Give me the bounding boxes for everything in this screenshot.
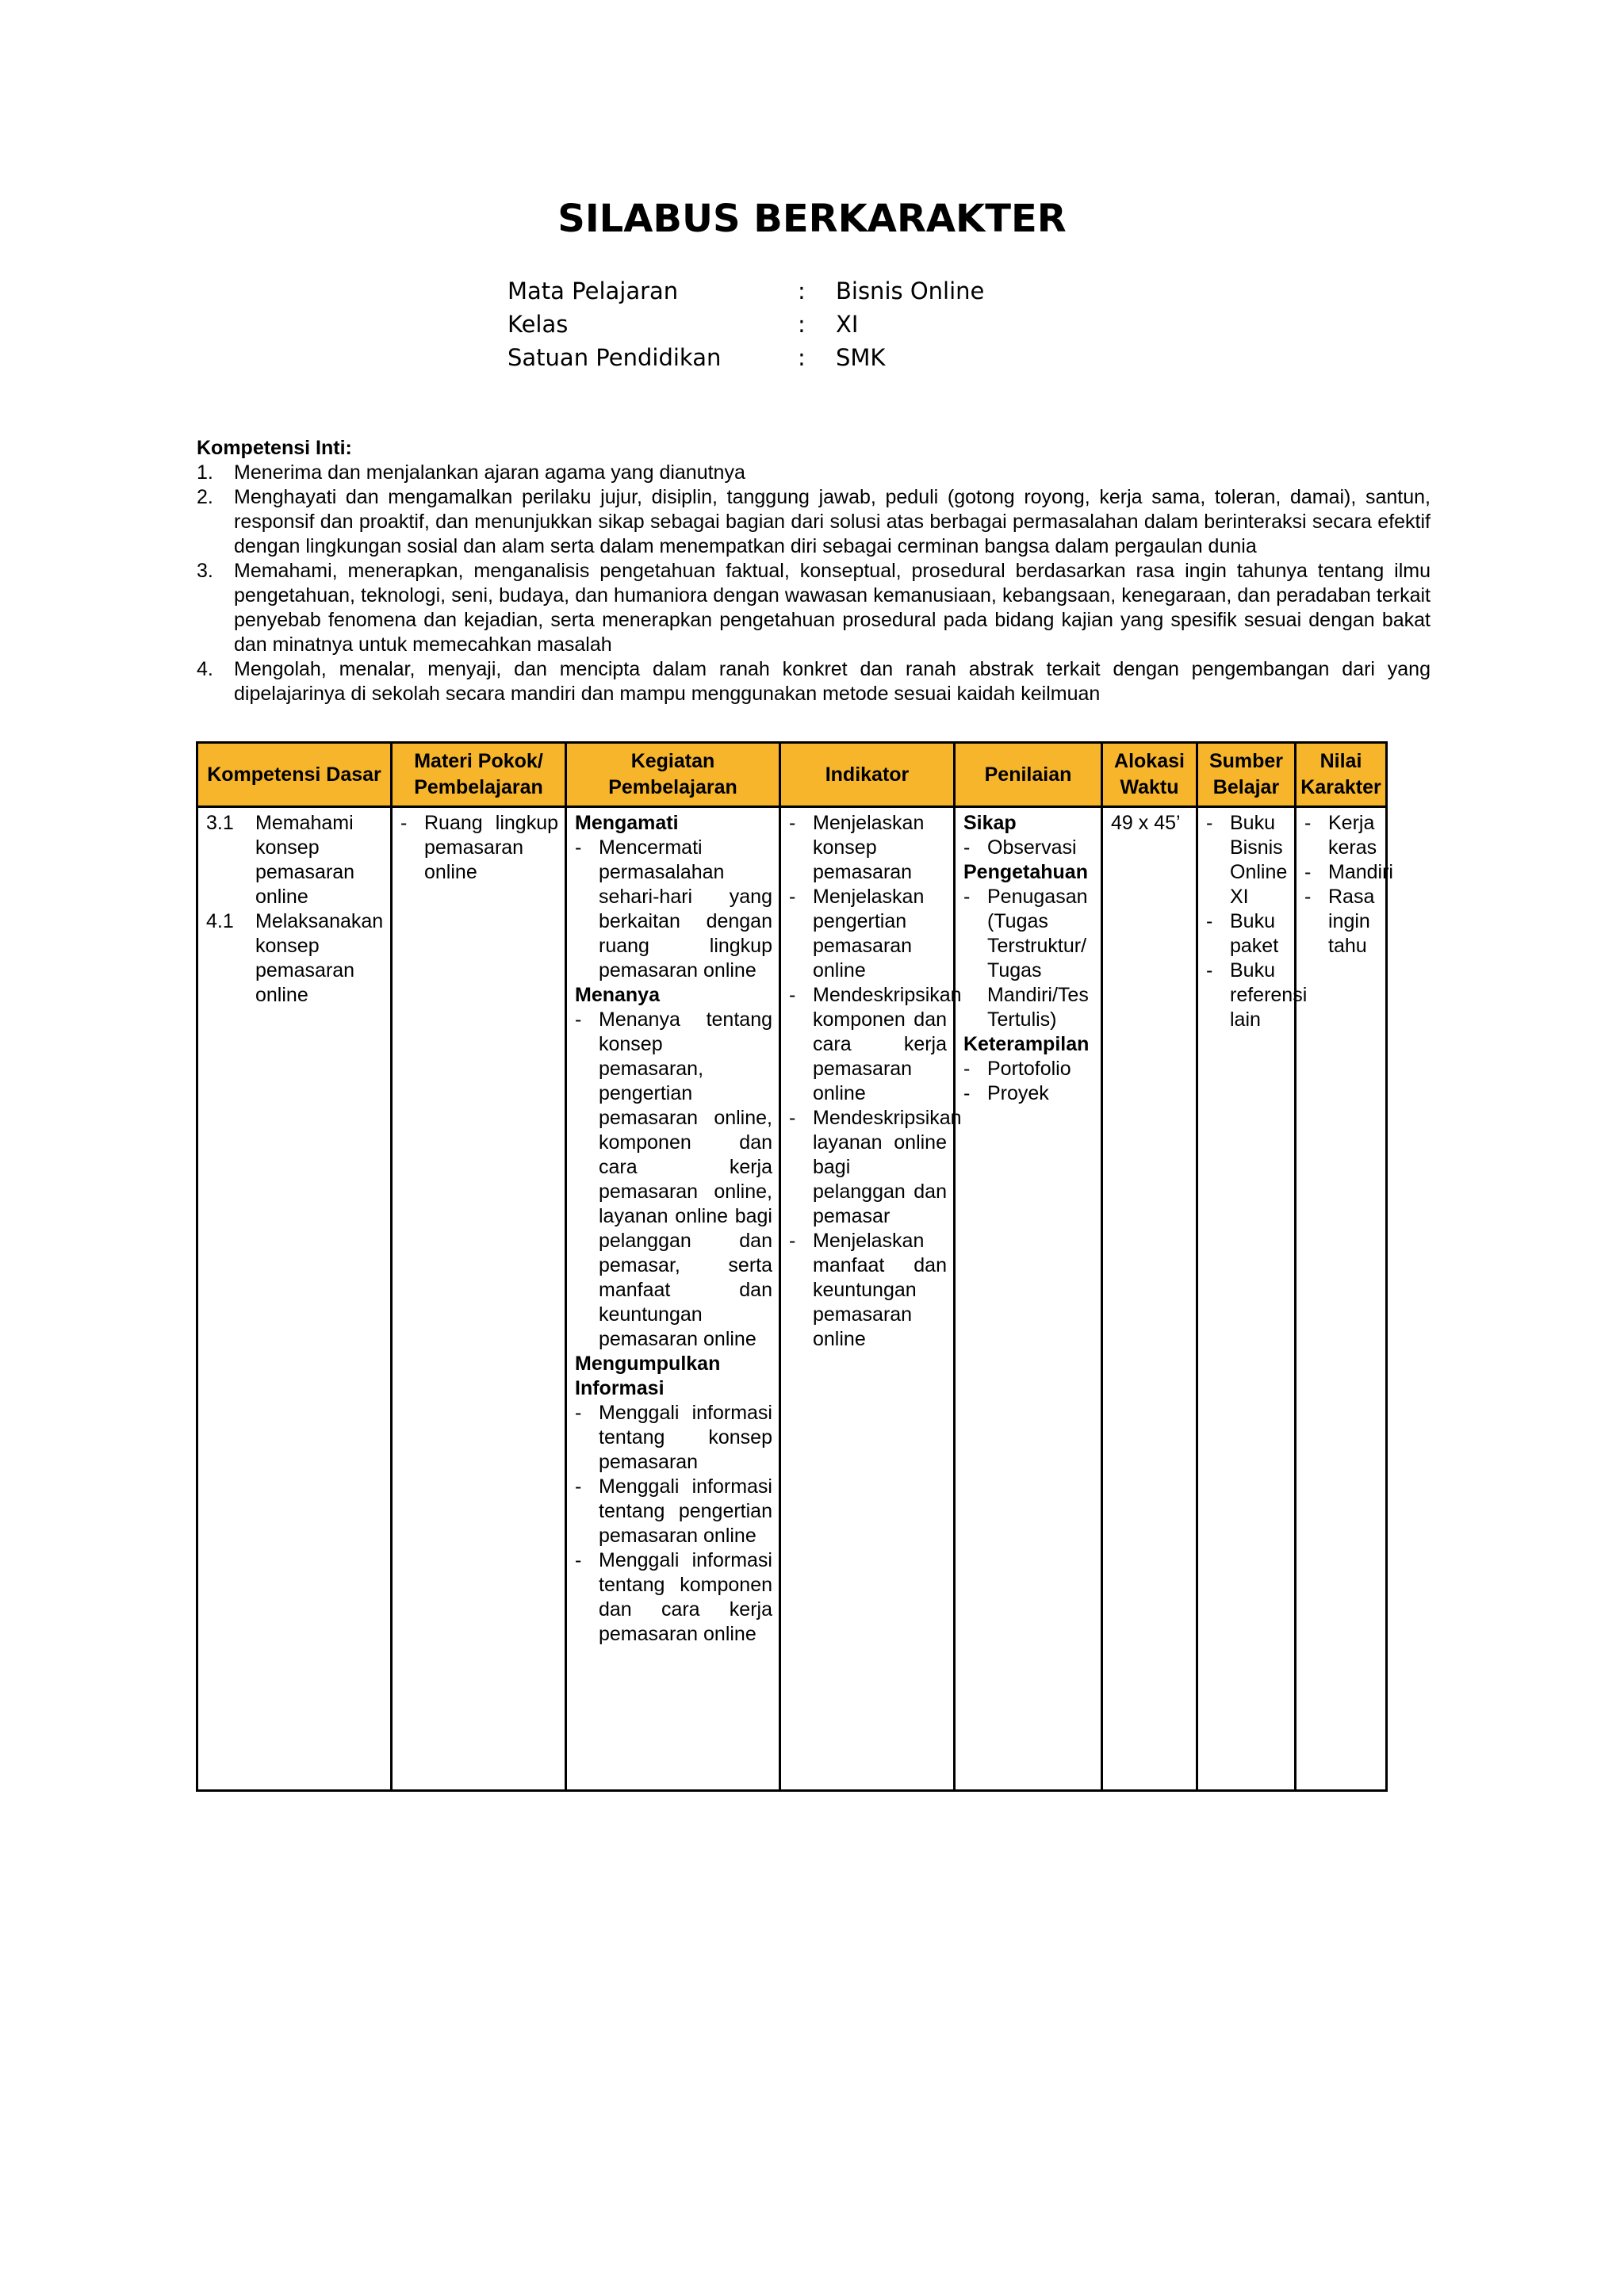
assessment-heading: Keterampilan: [963, 1033, 1090, 1055]
list-item-text: Menggali informasi tentang konsep pemasaran: [599, 1402, 772, 1473]
meta-value: Bisnis Online: [836, 277, 985, 304]
meta-value: SMK: [836, 344, 886, 371]
list-item-text: Ruang lingkup pemasaran online: [424, 812, 558, 883]
list-item-text: Mencermati permasalahan sehari-hari yang berkaitan dengan ruang lingkup pemasaran online: [599, 836, 772, 982]
list-item-text: Rasa ingin tahu: [1328, 886, 1375, 957]
column-header: Nilai Karakter: [1296, 743, 1387, 807]
bullet-dash: -: [1304, 812, 1312, 834]
assessment-heading: Pengetahuan: [963, 861, 1088, 883]
list-item-text: Kerja keras: [1328, 812, 1377, 859]
list-item-text: Mendeskripsikan komponen dan cara kerja pemasaran online: [813, 984, 962, 1104]
list-item-text: Mendeskripsikan layanan online bagi pelanggan dan pemasar: [813, 1107, 962, 1227]
cell-alokasi-waktu: [1102, 807, 1197, 1791]
list-item: [575, 1008, 772, 1352]
column-header: Alokasi Waktu: [1102, 743, 1197, 807]
meta-value: XI: [836, 311, 859, 338]
item-text: Mengolah, menalar, menyaji, dan mencipta dalam ranah konkret dan ranah abstrak terkait dengan pengembangan dari yang dipelajarinya di sekolah secara mandiri dan mampu menggunakan metode sesuai kaidah keilmuan: [234, 658, 1431, 705]
bullet-dash: -: [789, 1230, 796, 1252]
bullet-dash: -: [789, 984, 796, 1006]
item-text: Menerima dan menjalankan ajaran agama yang dianutnya: [234, 461, 745, 484]
list-item: [963, 1057, 1094, 1081]
kompetensi-inti-heading: Kompetensi Inti:: [197, 437, 352, 459]
bullet-dash: -: [789, 1107, 796, 1129]
cell-nilai-karakter: [1296, 807, 1393, 1791]
list-item-text: Penugasan (Tugas Terstruktur/ Tugas Mandiri/Tes Tertulis): [987, 886, 1089, 1031]
list-item: [1206, 959, 1308, 1032]
activity-heading: Menanya: [575, 984, 660, 1006]
list-item: [575, 1548, 772, 1647]
column-header: Sumber Belajar: [1197, 743, 1296, 807]
assessment-heading: Sikap: [963, 812, 1017, 834]
list-item-text: Menanya tentang konsep pemasaran, pengertian pemasaran online, komponen dan cara kerja pemasaran online, layanan online bagi pelanggan dan pemasar, serta manfaat dan keuntungan pemasaran online: [599, 1008, 772, 1350]
list-item-text: Menggali informasi tentang komponen dan cara kerja pemasaran online: [599, 1549, 772, 1645]
kd-text: Melaksanakan konsep pemasaran online: [255, 910, 384, 1006]
kd-number: 3.1: [206, 812, 234, 834]
item-number: 3.: [197, 560, 213, 582]
meta-colon: :: [798, 277, 806, 304]
kd-number: 4.1: [206, 910, 234, 932]
activity-heading: Mengamati: [575, 812, 679, 834]
list-item-text: Portofolio: [987, 1058, 1071, 1080]
bullet-dash: -: [575, 836, 582, 859]
list-item: [789, 885, 947, 983]
bullet-dash: -: [1206, 910, 1213, 932]
list-item: [963, 885, 1094, 1032]
bullet-dash: -: [1304, 861, 1312, 883]
bullet-dash: -: [963, 886, 971, 908]
bullet-dash: -: [789, 812, 796, 834]
bullet-dash: -: [400, 812, 408, 834]
bullet-dash: -: [575, 1475, 582, 1498]
bullet-dash: -: [575, 1402, 582, 1424]
list-item: [789, 1229, 947, 1352]
kd-item: [206, 909, 384, 1008]
list-item-text: Observasi: [987, 836, 1077, 859]
list-item: [963, 836, 1094, 860]
kompetensi-inti-item: [197, 485, 1431, 559]
column-header: Penilaian: [955, 743, 1102, 807]
list-item-text: Mandiri: [1328, 861, 1393, 883]
list-item-text: Proyek: [987, 1082, 1049, 1104]
item-number: 2.: [197, 486, 213, 508]
bullet-dash: -: [789, 886, 796, 908]
syllabus-table: [196, 741, 1393, 1792]
bullet-dash: -: [575, 1549, 582, 1571]
page-title: SILABUS BERKARAKTER: [557, 197, 1067, 241]
list-item: [789, 1106, 962, 1229]
list-item: [575, 836, 772, 983]
column-header: Indikator: [780, 743, 955, 807]
bullet-dash: -: [963, 1082, 971, 1104]
table-header-row: [197, 743, 1387, 807]
cell-kompetensi-dasar: [197, 807, 392, 1791]
item-number: 1.: [197, 461, 213, 484]
item-number: 4.: [197, 658, 213, 680]
item-text: Memahami, menerapkan, menganalisis pengetahuan faktual, konseptual, prosedural berdasarkan rasa ingin tahunya tentang ilmu pengetahuan, teknologi, seni, budaya, dan humaniora dengan wawasan kemanusiaan, kebangsaan, kenegaraan, dan peradaban terkait penyebab fenomena dan kejadian, serta menerapkan pengetahuan prosedural pada bidang kajian yang spesifik sesuai dengan bakat dan minatnya untuk memecahkan masalah: [234, 560, 1431, 656]
column-header: Materi Pokok/ Pembelajaran: [392, 743, 566, 807]
bullet-dash: -: [1304, 886, 1312, 908]
meta-colon: :: [798, 311, 806, 338]
bullet-dash: -: [963, 1058, 971, 1080]
list-item-text: Menggali informasi tentang pengertian pemasaran online: [599, 1475, 772, 1547]
cell-sumber-belajar: [1197, 807, 1308, 1791]
list-item-text: Buku Bisnis Online XI: [1230, 812, 1288, 908]
kompetensi-inti-item: [197, 657, 1431, 706]
time-allocation: 49 x 45’: [1111, 812, 1181, 834]
list-item: [1304, 885, 1379, 959]
list-item: [400, 811, 558, 885]
list-item: [1206, 909, 1288, 959]
column-header: Kegiatan Pembelajaran: [566, 743, 780, 807]
item-text: Menghayati dan mengamalkan perilaku jujur, disiplin, tanggung jawab, peduli (gotong royong, kerja sama, toleran, damai), santun, responsif dan proaktif, dan menunjukkan sikap sebagai bagian dari solusi atas berbagai permasalahan dalam berinteraksi secara efektif dengan lingkungan sosial dan alam serta dalam menempatkan diri sebagai cerminan bangsa dalam pergaulan dunia: [234, 486, 1431, 557]
kompetensi-inti-item: [197, 559, 1431, 657]
list-item: [1206, 811, 1288, 909]
list-item-text: Buku paket: [1230, 910, 1279, 957]
list-item: [575, 1475, 772, 1548]
activity-heading: Mengumpulkan Informasi: [575, 1353, 721, 1399]
table-row: [197, 807, 1387, 1791]
bullet-dash: -: [575, 1008, 582, 1031]
bullet-dash: -: [963, 836, 971, 859]
cell-kegiatan: [566, 807, 780, 1791]
kd-text: Memahami konsep pemasaran online: [255, 812, 355, 908]
cell-penilaian: [955, 807, 1102, 1791]
cell-materi-pokok: [392, 807, 566, 1791]
cell-indikator: [780, 807, 962, 1791]
kompetensi-inti-item: [197, 461, 1431, 485]
meta-label: Kelas: [508, 311, 569, 338]
meta-colon: :: [798, 344, 806, 371]
list-item-text: Menjelaskan pengertian pemasaran online: [813, 886, 925, 982]
list-item: [1304, 811, 1379, 860]
list-item: [1304, 860, 1393, 885]
list-item: [575, 1401, 772, 1475]
kd-item: [206, 811, 384, 909]
list-item: [789, 983, 962, 1106]
meta-label: Mata Pelajaran: [508, 277, 679, 304]
list-item-text: Buku referensi lain: [1230, 959, 1308, 1031]
bullet-dash: -: [1206, 812, 1213, 834]
list-item: [789, 811, 947, 885]
column-header: Kompetensi Dasar: [197, 743, 392, 807]
list-item: [963, 1081, 1094, 1106]
list-item-text: Menjelaskan manfaat dan keuntungan pemasaran online: [813, 1230, 947, 1350]
meta-label: Satuan Pendidikan: [508, 344, 722, 371]
bullet-dash: -: [1206, 959, 1213, 982]
kompetensi-inti-section: [197, 436, 1431, 706]
list-item-text: Menjelaskan konsep pemasaran: [813, 812, 925, 883]
